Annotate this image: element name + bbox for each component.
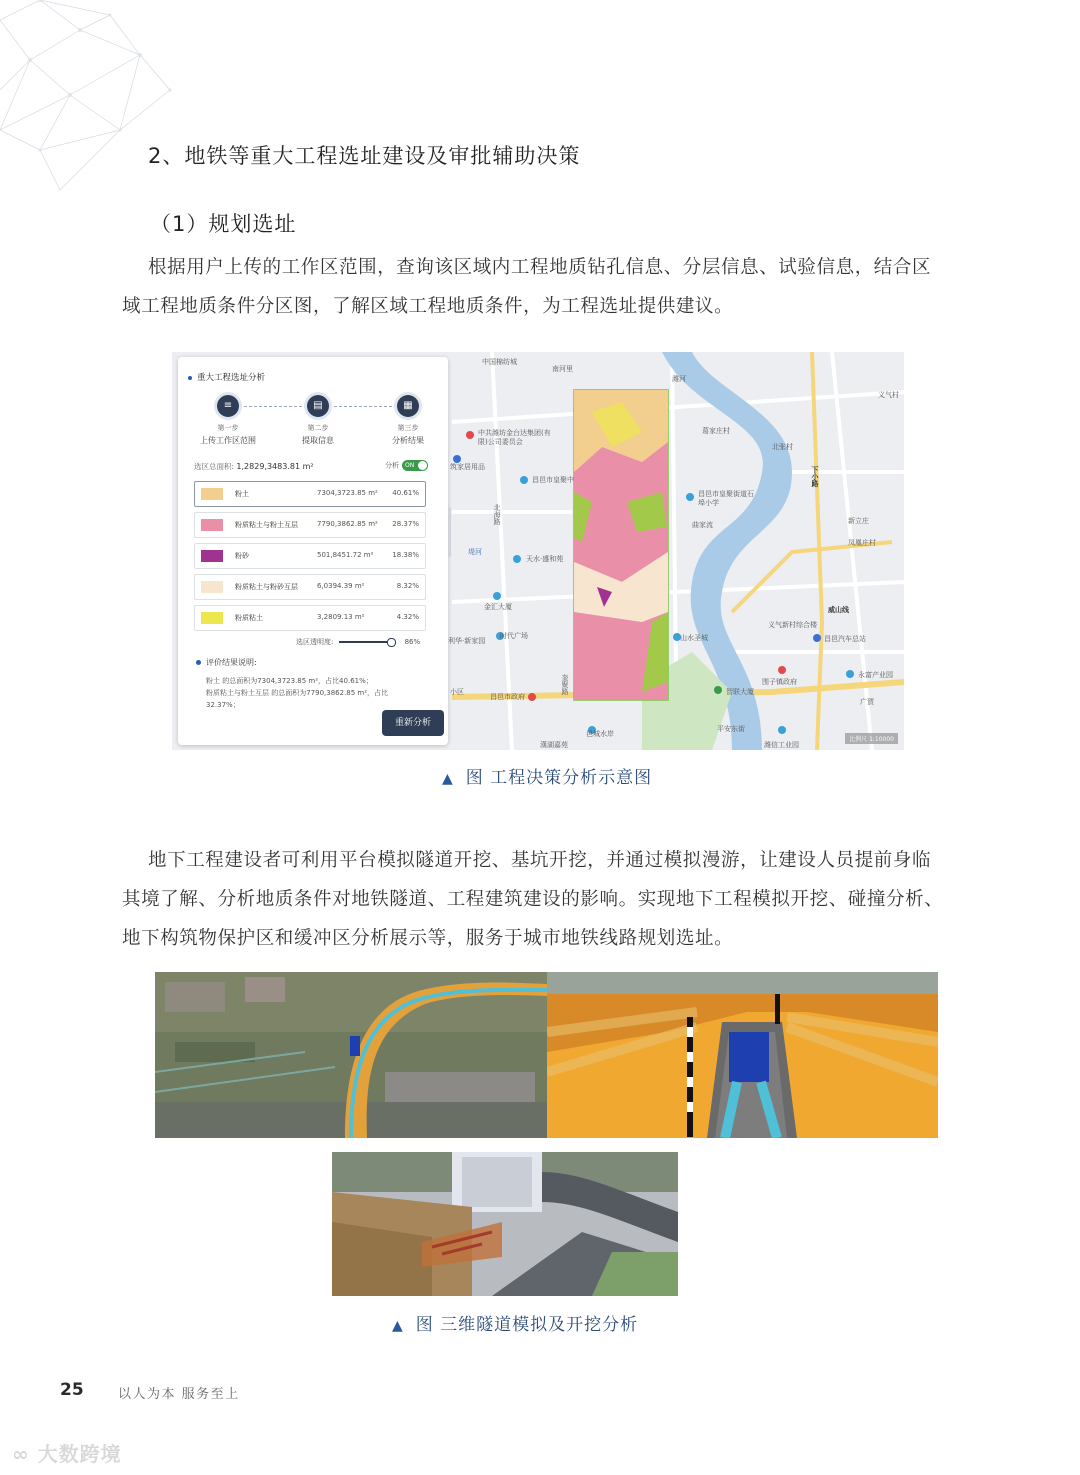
map-label: 下小路: [811, 466, 819, 487]
evaluation-title: 评价结果说明:: [196, 657, 257, 668]
evaluation-text: 粉土 的总面积为7304,3723.85 m²，占比40.61%； 粉质粘土与粉土互层 的总面积为7790,3862.85 m²，占比 32.37%；: [206, 677, 389, 709]
geology-zones: [574, 390, 668, 700]
map-label: 昌邑市政府: [490, 693, 525, 701]
color-swatch: [201, 519, 223, 531]
report-icon: ▦: [397, 395, 419, 417]
map-label: 奎聚路: [561, 674, 569, 695]
total-area: 选区总面积: 1,2829,3483.81 m²: [194, 462, 314, 471]
analysis-toggle[interactable]: 分析 ON: [385, 460, 428, 471]
foundation-pit-excavation: [332, 1152, 678, 1296]
figure2-caption: ▲ 图 三维隧道模拟及开挖分析: [392, 1315, 639, 1335]
watermark: ∞ 大数跨境: [12, 1442, 122, 1466]
color-swatch: [201, 488, 223, 500]
map-label: 邑城水岸: [586, 730, 614, 738]
map-label: 葛家庄村: [702, 427, 730, 435]
site-selection-analysis-screenshot: [172, 352, 904, 750]
map-label: 昌邑市皇聚街道石埠小学: [698, 490, 754, 507]
map-label: 北海路: [493, 504, 501, 525]
map-label: 永富产业园: [858, 671, 893, 679]
map-label: 小区: [450, 688, 464, 696]
section-heading: 2、地铁等重大工程选址建设及审批辅助决策: [148, 144, 581, 168]
map-label: 漢湖嘉苑: [540, 741, 568, 749]
watermark-logo-icon: ∞: [12, 1442, 38, 1466]
document-icon: ▤: [307, 395, 329, 417]
map-label: 智联大厦: [726, 688, 754, 696]
para2-line3: 地下构筑物保护区和缓冲区分析展示等，服务于城市地铁线路规划选址。: [122, 928, 734, 949]
para2-line1: 地下工程建设者可利用平台模拟隧道开挖、基坑开挖，并通过模拟漫游，让建设人员提前身临: [148, 850, 932, 871]
map-label: 昌邑汽车总站: [824, 635, 866, 643]
soil-row-5[interactable]: 粉质粘土 3,2809.13 m² 4.32%: [194, 605, 426, 631]
para1-line1: 根据用户上传的工作区范围，查询该区域内工程地质钻孔信息、分层信息、试验信息，结合区: [148, 257, 932, 278]
map-label: 潍信工业园: [764, 741, 799, 749]
map-label: 金汇大厦: [484, 603, 512, 611]
step-extract[interactable]: ▤ 第二步 提取信息: [278, 395, 358, 446]
map-label: 凤凰庄村: [848, 539, 876, 547]
map-label: 广賀: [860, 698, 874, 706]
para2-line2: 其境了解、分析地质条件对地铁隧道、工程建筑建设的影响。实现地下工程模拟开挖、碰撞分析、: [122, 889, 944, 910]
map-label: 曲家流: [692, 521, 713, 529]
map-label: 潍河: [672, 375, 686, 383]
reanalyze-button[interactable]: 重新分析: [382, 710, 444, 736]
footer-slogan: 以人为本 服务至上: [118, 1387, 240, 1402]
tunnel-excavation-section: [547, 972, 938, 1138]
step-upload[interactable]: ≡ 第一步 上传工作区范围: [188, 395, 268, 446]
map-label: 北张村: [772, 443, 793, 451]
map-label: 新立庄: [848, 517, 869, 525]
paragraph-planning: [122, 248, 962, 326]
triangle-icon: ▲: [442, 771, 454, 787]
soil-row-2[interactable]: 粉质粘土与粉土互层 7790,3862.85 m² 28.37%: [194, 512, 426, 538]
map-label: 中共潍坊金台达集团(有限)公司委员会: [478, 429, 551, 446]
paragraph-underground: [122, 841, 962, 958]
map-label: 堤河: [468, 548, 482, 556]
tunnel-aerial-view: [155, 972, 547, 1138]
panel-scrollbar[interactable]: [448, 507, 451, 557]
map-label: 筑家居用品: [450, 463, 485, 471]
map-label: 时代广场: [500, 632, 528, 640]
layers-icon: ≡: [217, 395, 239, 417]
transparency-slider[interactable]: 选区透明度: 86%: [296, 638, 421, 646]
map-label: 昌邑市皇聚中: [532, 476, 574, 484]
color-swatch: [201, 550, 223, 562]
panel-title: 重大工程选址分析: [188, 371, 265, 383]
map-scale: 比例尺 1:10000: [845, 733, 898, 744]
para1-line2: 域工程地质条件分区图，了解区域工程地质条件，为工程选址提供建议。: [122, 296, 734, 317]
analysis-panel: [178, 357, 448, 745]
soil-row-4[interactable]: 粉质粘土与粉砂互层 6,0394.39 m² 8.32%: [194, 574, 426, 600]
color-swatch: [201, 612, 223, 624]
soil-row-3[interactable]: 粉砂 501,8451.72 m² 18.38%: [194, 543, 426, 569]
map-label: 中国棉纺城: [482, 358, 517, 366]
decorative-network-graphic: [0, 0, 260, 200]
map-label: 利华·新家园: [448, 637, 486, 645]
map-label: 天水·盛和苑: [526, 555, 564, 563]
subsection-heading: （1）规划选址: [150, 212, 297, 236]
soil-row-1[interactable]: 粉土 7304,3723.85 m² 40.61%: [194, 481, 426, 507]
color-swatch: [201, 581, 223, 593]
page-number: 25: [60, 1380, 84, 1400]
map-label: 威山线: [828, 606, 849, 614]
figure1-caption: ▲ 图 工程决策分析示意图: [442, 768, 653, 788]
map-label: 义气新村综合楼: [768, 621, 817, 629]
triangle-icon: ▲: [392, 1318, 404, 1334]
map-label: 平安东街: [717, 725, 745, 733]
map-label: 南河里: [552, 365, 573, 373]
step-result[interactable]: ▦ 第三步 分析结果: [368, 395, 448, 446]
map-label: 围子镇政府: [762, 678, 797, 686]
map-label: 山水圣城: [680, 634, 708, 642]
map-label: 义气村: [878, 391, 899, 399]
